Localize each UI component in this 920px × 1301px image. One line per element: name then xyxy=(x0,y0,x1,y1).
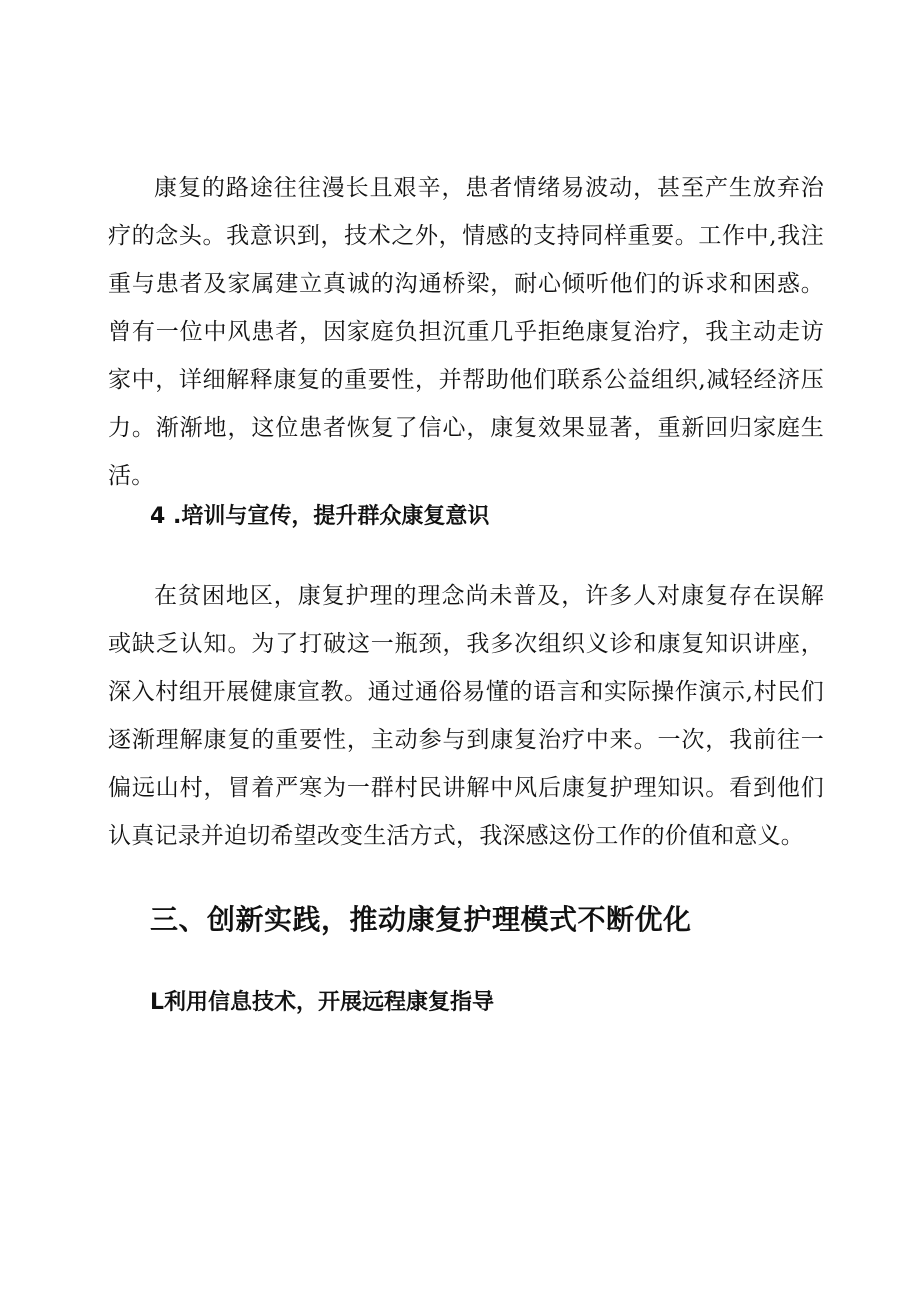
section-heading-innovation: 三、创新实践，推动康复护理模式不断优化 xyxy=(150,903,692,936)
subheading-training-publicity: 4 .培训与宣传，提升群众康复意识 xyxy=(150,504,490,529)
body-paragraph: 在贫困地区，康复护理的理念尚未普及，许多人对康复存在误解或缺乏认知。为了打破这一瓶颈，我多次组织义诊和康复知识讲座，深入村组开展健康宣教。通过通俗易懂的语言和实际操作演示,村民们逐渐理解康复的重要性，主动参与到康复治疗中来。一次，我前往一偏远山村，冒着严寒为一群村民讲解中风后康复护理知识。看到他们认真记录并迫切希望改变生活方式，我深感这份工作的价值和意义。 xyxy=(108,583,824,849)
subheading-remote-guidance: L利用信息技术，开展远程康复指导 xyxy=(150,990,495,1015)
body-paragraph: 康复的路途往往漫长且艰辛，患者情绪易波动，甚至产生放弃治疗的念头。我意识到，技术之外，情感的支持同样重要。工作中,我注重与患者及家属建立真诚的沟通桥梁，耐心倾听他们的诉求和困惑。曾有一位中风患者，因家庭负担沉重几乎拒绝康复治疗，我主动走访家中，详细解释康复的重要性，并帮助他们联系公益组织,减轻经济压力。渐渐地，这位患者恢复了信心，康复效果显著，重新回归家庭生活。 xyxy=(108,175,824,489)
